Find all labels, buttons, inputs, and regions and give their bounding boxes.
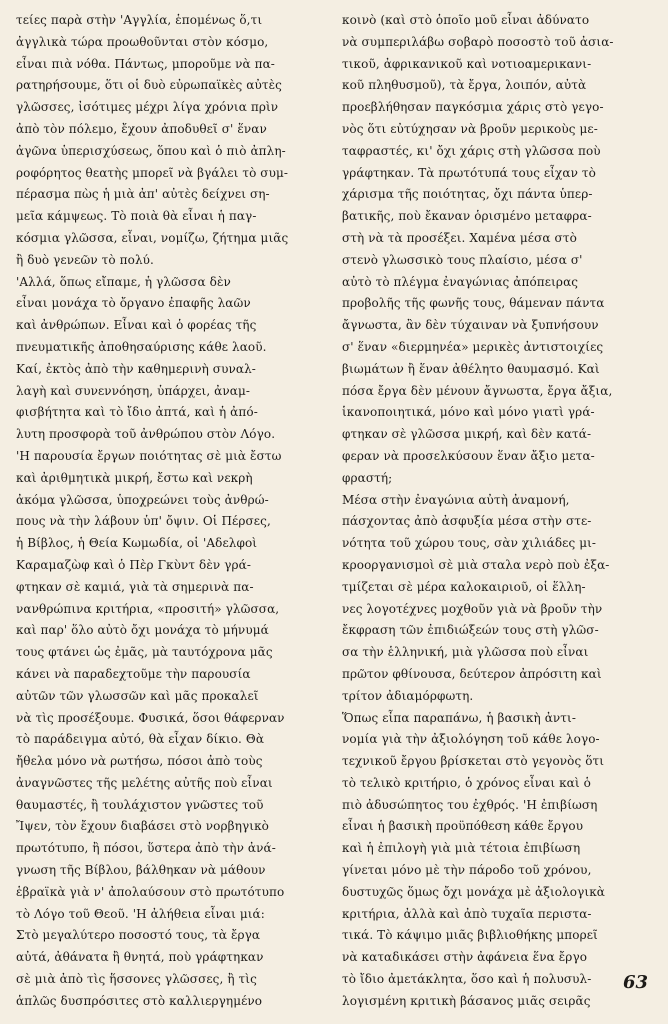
text-line: κόσμια γλῶσσα, εἶναι, νομίζω, ζήτημα μιᾶς (16, 230, 289, 245)
text-line: εἶναι πιὰ νόθα. Πάντως, μποροῦμε νὰ πα- (16, 56, 275, 71)
text-line: πέρασμα πὼς ἡ μιὰ ἀπ' αὐτὲς δείχνει ση- (16, 187, 270, 202)
text-line: κοῦ πληθυσμοῦ), τὰ ἔργα, λοιπόν, αὐτὰ (342, 78, 587, 93)
text-line: πρωτότυπο, ἢ πόσοι, ὕστερα ἀπὸ τὴν ἀνά- (16, 841, 276, 856)
text-line: τὸ ἴδιο ἀμετάκλητα, ὅσο καὶ ἡ πολυσυλ- (342, 972, 592, 987)
text-line: Μέσα στὴν ἐναγώνια αὐτὴ ἀναμονή, (342, 492, 570, 507)
text-line: σὲ μιὰ ἀπὸ τὶς ἥσσονες γλῶσσες, ἢ τὶς (16, 972, 257, 987)
text-line: βιωμάτων ἢ ἕναν ἀθέλητο θαυμασμό. Καὶ (342, 361, 600, 376)
text-line: φισβήτητα καὶ τὸ ἴδιο ἀπτά, καὶ ἡ ἀπό- (16, 405, 258, 420)
text-line: προβολῆς τῆς φωνῆς τους, θάμεναν πάντα (342, 296, 605, 311)
text-line: ἀγῶνα ὑπερισχύσεως, ὅπου καὶ ὁ πιὸ ἀπλη- (16, 143, 286, 158)
text-line: τεχνικοῦ ἔργου βρίσκεται στὸ γεγονὸς ὅτι (342, 754, 605, 769)
text-line: ρατηρήσουμε, ὅτι οἱ δυὸ εὐρωπαϊκὲς αὐτὲς (16, 78, 282, 93)
text-line: πιὸ ἀδυσώπητος του ἐχθρός. 'Η ἐπιβίωση (342, 797, 598, 812)
text-line: νομία γιὰ τὴν ἀξιολόγηση τοῦ κάθε λογο- (342, 732, 600, 747)
text-line: πάσχοντας ἀπὸ ἀσφυξία μέσα στὴν στε- (342, 514, 592, 529)
text-line: γράφτηκαν. Τὰ πρωτότυπά τους εἶχαν τὸ (342, 165, 597, 180)
text-line: πρῶτον φθίνουσα, δεύτερον ἀπρόσιτη καὶ (342, 666, 602, 681)
text-line: νανθρώπινα κριτήρια, «προσιτή» γλῶσσα, (16, 601, 280, 616)
text-line: τὸ Λόγο τοῦ Θεοῦ. 'Η ἀλήθεια εἶναι μιά: (16, 906, 265, 921)
right-text-column (342, 10, 648, 1013)
text-line: νότητα τοῦ χώρου τους, σὰν χιλιάδες μι- (342, 536, 597, 551)
text-line: 'Αλλά, ὅπως εἴπαμε, ἡ γλῶσσα δὲν (16, 274, 231, 289)
text-line: Στὸ μεγαλύτερο ποσοστό τους, τὰ ἔργα (16, 928, 261, 943)
text-line: λαγὴ καὶ συνεννόηση, ὑπάρχει, ἀναμ- (16, 383, 251, 398)
text-line: τρίτον ἀδιαμόρφωτη. (342, 688, 474, 703)
text-line: πους νὰ τὴν λάβουν ὑπ' ὄψιν. Οἱ Πέρσες, (16, 514, 271, 529)
text-line: σα τὴν ἑλληνική, μιὰ γλῶσσα ποὺ εἶναι (342, 645, 589, 660)
page-number: 63 (622, 972, 648, 993)
text-line: Ὅπως εἶπα παραπάνω, ἡ βασικὴ ἀντι- (342, 710, 576, 725)
text-line: φτηκαν σὲ καμιά, γιὰ τὰ σημερινὰ πα- (16, 579, 254, 594)
text-line: καὶ ἀνθρώπων. Εἶναι καὶ ὁ φορέας τῆς (16, 318, 257, 333)
text-line: δυστυχῶς ὅμως ὄχι μονάχα μὲ ἀξιολογικὰ (342, 884, 606, 899)
text-line: κοινὸ (καὶ στὸ ὁποῖο μοῦ εἶναι ἀδύνατο (342, 13, 590, 27)
text-line: ἤθελα μόνο νὰ ρωτήσω, πόσοι ἀπὸ τοὺς (16, 754, 263, 769)
text-line: νες λογοτέχνες μοχθοῦν γιὰ νὰ βροῦν τὴν (342, 601, 603, 616)
text-line: χάρισμα τῆς ποιότητας, ὄχι πάντα ὑπερ- (342, 187, 593, 202)
text-line: λογισμένη κριτικὴ βάσανος μιᾶς σειρᾶς (342, 993, 591, 1008)
text-line: τικά. Τὸ κάψιμο μιᾶς βιβλιοθήκης μπορεῖ (342, 928, 598, 943)
text-line: ἑβραϊκὰ γιὰ ν' ἀπολαύσουν στὸ πρωτότυπο (16, 884, 285, 899)
text-line: νὰ καταδικάσει στὴν ἀφάνεια ἕνα ἔργο (342, 950, 588, 965)
text-line: ἀναγνῶστες τῆς μελέτης αὐτῆς ποὺ εἶναι (16, 775, 273, 790)
text-line: 'Η παρουσία ἔργων ποιότητας σὲ μιὰ ἔστω (16, 448, 282, 463)
text-line: γλῶσσες, ἰσότιμες μέχρι λίγα χρόνια πρὶν (16, 100, 279, 115)
text-line: αὐτῶν τῶν γλωσσῶν καὶ μᾶς προκαλεῖ (16, 688, 259, 703)
text-line: μεῖα κάμψεως. Τὸ ποιὰ θὰ εἶναι ἡ παγ- (16, 209, 257, 224)
text-line: κροοργανισμοὶ σὲ μιὰ σταλα νερὸ ποὺ ἐξα- (342, 557, 610, 572)
text-line: τὸ τελικὸ κριτήριο, ὁ χρόνος εἶναι καὶ ὁ (342, 775, 591, 790)
text-line: νὸς ὅτι εὐτύχησαν νὰ βροῦν μερικοὺς με- (342, 121, 598, 136)
text-line: ἢ δυὸ γενεῶν τὸ πολύ. (16, 252, 154, 267)
text-line: καὶ ἀριθμητικὰ μικρή, ἔστω καὶ νεκρὴ (16, 470, 253, 485)
text-line: φτηκαν σὲ γλῶσσα μικρή, καὶ δὲν κατά- (342, 427, 592, 442)
text-line: ἀγγλικὰ τώρα προωθοῦνται στὸν κόσμο, (16, 34, 269, 49)
text-line: γίνεται μόνο μὲ τὴν πάροδο τοῦ χρόνου, (342, 863, 592, 878)
text-line: τμίζεται σὲ μέρα καλοκαιριοῦ, οἱ ἕλλη- (342, 579, 586, 594)
text-line: τὸ παράδειγμα αὐτό, θὰ εἶχαν δίκιο. Θὰ (16, 732, 265, 747)
text-line: καὶ ἡ ἐπιλογὴ γιὰ μιὰ τέτοια ἐπιβίωση (342, 841, 581, 856)
text-line: τείες παρὰ στὴν 'Αγγλία, ἑπομένως ὅ,τι (16, 13, 263, 27)
text-line: φραστή; (342, 470, 393, 485)
text-line: αὐτά, ἀθάνατα ἢ θνητά, ποὺ γράφτηκαν (16, 950, 264, 965)
text-line: στὴ νὰ τὰ προσέξει. Χαμένα μέσα στὸ (342, 230, 577, 245)
text-line: γνωση τῆς Βίβλου, βάλθηκαν νὰ μάθουν (16, 863, 266, 878)
text-line: ἡ Βίβλος, ἡ Θεία Κωμωδία, οἱ 'Αδελφοὶ (16, 536, 258, 551)
text-line: λυτη προσφορὰ τοῦ ἀνθρώπου στὸν Λόγο. (16, 427, 276, 442)
text-line: στενὸ γλωσσικὸ τους πλαίσιο, μέσα σ' (342, 252, 583, 267)
text-line: κάνει νὰ παραδεχτοῦμε τὴν παρουσία (16, 666, 251, 681)
text-line: τους φτάνει ὡς ἐμᾶς, μὰ ταυτόχρονα μᾶς (16, 645, 273, 660)
text-line: ἀπὸ τὸν πόλεμο, ἔχουν ἀποδυθεῖ σ' ἕναν (16, 121, 267, 136)
text-line: ἁπλῶς δυσπρόσιτες στὸ καλλιεργημένο (16, 993, 263, 1008)
text-line: ἄγνωστα, ἂν δὲν τύχαιναν νὰ ξυπνήσουν (342, 318, 599, 333)
text-line: φεραν νὰ προσελκύσουν ἕναν ἄξιο μετα- (342, 448, 595, 463)
text-line: θαυμαστές, ἢ τουλάχιστον γνῶστες τοῦ (16, 797, 264, 812)
text-line: εἶναι ἡ βασικὴ προϋπόθεση κάθε ἔργου (342, 819, 584, 834)
text-line: νὰ τὶς προσέξουμε. Φυσικά, ὅσοι θάφερναν (16, 710, 285, 725)
text-line: βατικῆς, ποὺ ἔκαναν ὁρισμένο μεταφρα- (342, 209, 592, 224)
text-line: Ἴψεν, τὸν ἔχουν διαβάσει στὸ νορβηγικὸ (16, 819, 269, 834)
text-line: σ' ἕναν «διερμηνέα» μερικὲς ἀντιστοιχίες (342, 339, 604, 354)
text-line: Καραμαζὼφ καὶ ὁ Πὲρ Γκὺντ δὲν γρά- (16, 557, 251, 572)
text-line: πόσα ἔργα δὲν μένουν ἄγνωστα, ἔργα ἄξια, (342, 383, 613, 398)
text-line: τικοῦ, ἀφρικανικοῦ καὶ νοτιοαμερικανι- (342, 56, 592, 71)
text-line: Καί, ἐκτὸς ἀπὸ τὴν καθημερινὴ συναλ- (16, 361, 256, 376)
text-line: καὶ παρ' ὅλο αὐτὸ ὄχι μονάχα τὸ μήνυμά (16, 623, 269, 638)
text-line: ἔκφραση τῶν ἐπιδιώξεών τους στὴ γλῶσ- (342, 623, 599, 638)
text-line: εἶναι μονάχα τὸ ὄργανο ἐπαφῆς λαῶν (16, 296, 251, 311)
text-line: νὰ συμπεριλάβω σοβαρὸ ποσοστὸ τοῦ ἀσια- (342, 34, 614, 49)
left-text-column (16, 10, 322, 1013)
text-line: ἀκόμα γλῶσσα, ὑποχρεώνει τοὺς ἀνθρώ- (16, 492, 269, 507)
text-line: πνευματικῆς ἀποθησαύρισης κάθε λαοῦ. (16, 339, 267, 354)
text-line: ἱκανοποιητικά, μόνο καὶ μόνο γιατὶ γρά- (342, 405, 595, 420)
text-line: κριτήρια, ἀλλὰ καὶ ἀπὸ τυχαῖα περιστα- (342, 906, 592, 921)
text-line: αὐτὸ τὸ πλέγμα ἐναγώνιας ἀπόπειρας (342, 274, 579, 289)
text-line: προεβλήθησαν παγκόσμια χάρις στὸ γεγο- (342, 100, 604, 115)
text-line: ταφραστές, κι' ὄχι χάρις στὴ γλῶσσα ποὺ (342, 143, 601, 158)
text-line: ροφόρητος θεατὴς μπορεῖ νὰ βγάλει τὸ συμ- (16, 165, 289, 180)
